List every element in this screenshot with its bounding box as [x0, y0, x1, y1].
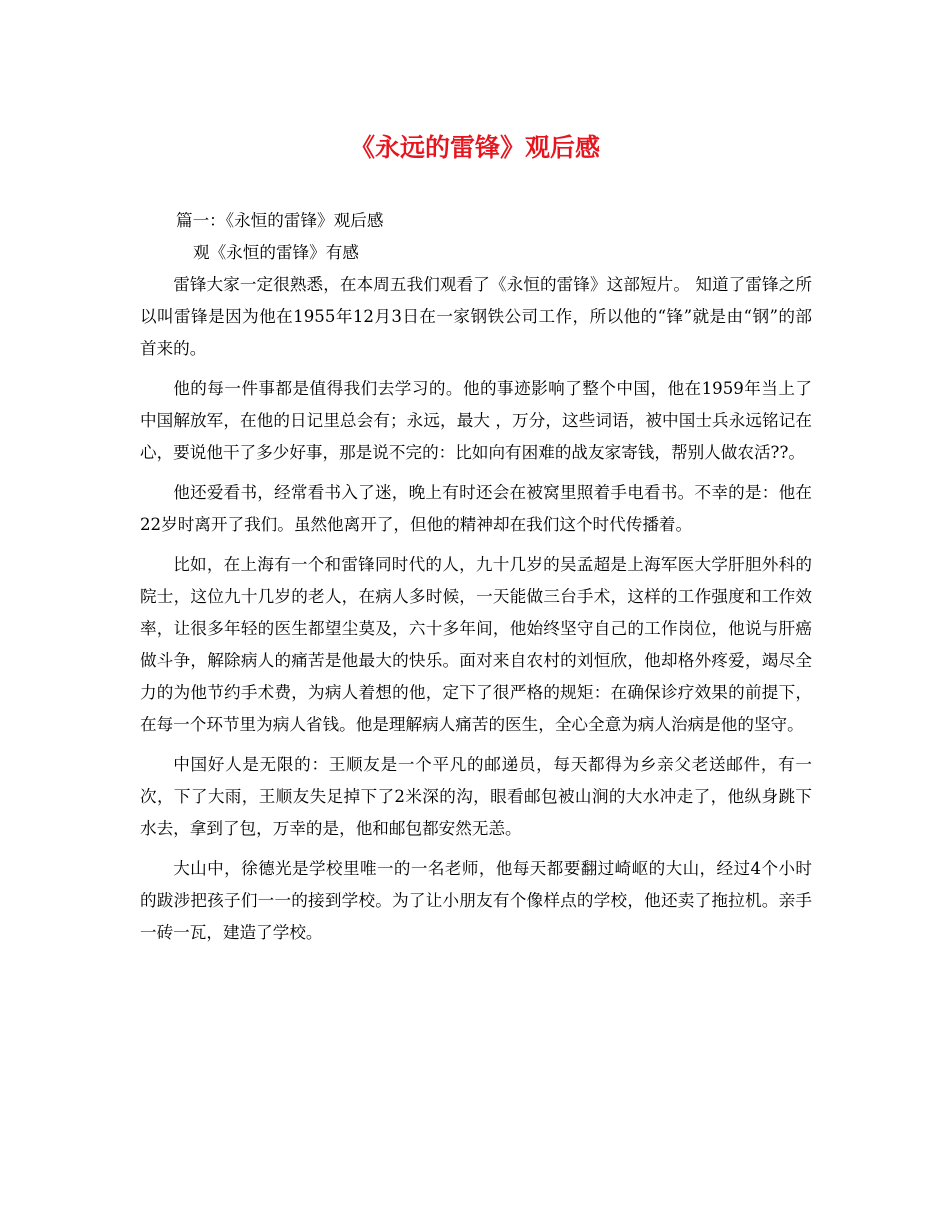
- document-title: 《永远的雷锋》观后感: [349, 133, 600, 162]
- document-body: [140, 205, 812, 957]
- paragraph-3: 他还爱看书，经常看书入了迷，晚上有时还会在被窝里照着手电看书。不幸的是：他在22岁时离开了我们。虽然他离开了，但他的精神却在我们这个时代传播着。: [140, 483, 812, 534]
- section-heading: 篇一：《永恒的雷锋》观后感: [176, 211, 384, 230]
- paragraph-2: 他的每一件事都是值得我们去学习的。他的事迹影响了整个中国，他在1959年当上了中国解放军，在他的日记里总会有；永远，最大 ，万分，这些词语，被中国士兵永远铭记在心，要说他干了多少好事，那是说不完的：比如向有困难的战友家寄钱，帮别人做农活??。: [140, 379, 812, 462]
- article-subtitle: 观《永恒的雷锋》有感: [193, 243, 359, 262]
- paragraph-5: 中国好人是无限的：王顺友是一个平凡的邮递员，每天都得为乡亲父老送邮件，有一次，下了大雨，王顺友失足掉下了2米深的沟，眼看邮包被山涧的大水冲走了，他纵身跳下水去，拿到了包，万幸的是，他和邮包都安然无恙。: [140, 755, 812, 838]
- paragraph-6: 大山中，徐德光是学校里唯一的一名老师，他每天都要翻过崎岖的大山，经过4个小时的跋涉把孩子们一一的接到学校。为了让小朋友有个像样点的学校，他还卖了拖拉机。亲手一砖一瓦，建造了学校。: [140, 859, 812, 942]
- paragraph-1: 雷锋大家一定很熟悉，在本周五我们观看了《永恒的雷锋》这部短片。 知道了雷锋之所以叫雷锋是因为他在1955年12月3日在一家钢铁公司工作，所以他的“锋”就是由“钢”的部首来的。: [140, 275, 812, 358]
- paragraph-4: 比如，在上海有一个和雷锋同时代的人，九十几岁的吴孟超是上海军医大学肝胆外科的院士，这位九十几岁的老人，在病人多时候，一天能做三台手术，这样的工作强度和工作效率，让很多年轻的医生都望尘莫及，六十多年间，他始终坚守自己的工作岗位，他说与肝癌做斗争，解除病人的痛苦是他最大的快乐。面对来自农村的刘恒欣，他却格外疼爱，竭尽全力的为他节约手术费，为病人着想的他，定下了很严格的规矩：在确保诊疗效果的前提下，在每一个环节里为病人省钱。他是理解病人痛苦的医生，全心全意为病人治病是他的坚守。: [140, 555, 812, 734]
